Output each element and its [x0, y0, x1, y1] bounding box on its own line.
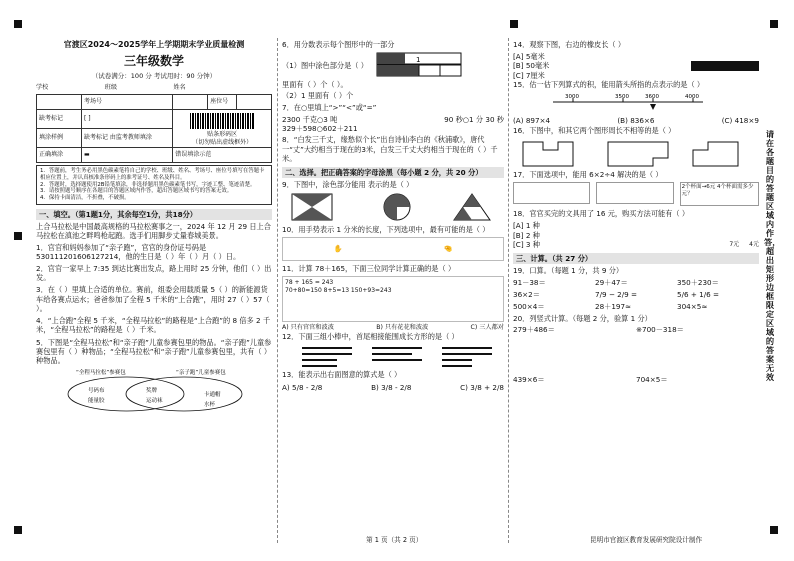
calc-item: 704×5＝	[636, 374, 668, 384]
hand-gesture-images	[282, 237, 504, 261]
corner-mark	[510, 20, 518, 28]
venn-item: 运动袜	[146, 398, 163, 405]
option-b[interactable]: [B] 50毫米	[513, 61, 550, 71]
option-b[interactable]: [B] 2 种	[513, 230, 540, 240]
column-left	[36, 40, 272, 416]
option-c[interactable]: 2个杯面→6元 4个杯面需多少元？	[680, 182, 759, 206]
correct-fill-label: 正确填涂	[37, 148, 82, 163]
svg-text:3500: 3500	[615, 94, 629, 101]
question-14: 14．观察下图，右边的橡皮长（ ）	[513, 40, 626, 49]
question-3: 3．在（ ）里填上合适的单位。赛前，组委会用载质量 5（ ）的新能源货车给各赛点运水；爸爸参加了全程 5 千米的“上合跑”，用时 27（ ）57（ ）。	[36, 285, 270, 313]
corner-mark	[14, 20, 22, 28]
question-8: 8．“白发三千丈，缘愁似个长”出自诗仙李白的《秋浦歌》，唐代一“丈”大约相当于现在的3米，白发三千丈大约相当于现在的（ ）千米。	[282, 135, 498, 163]
school-label: 学校	[36, 83, 49, 91]
page-number: 第 1 页（共 2 页）	[366, 536, 423, 544]
q7-items: 2300 千克○3 吨 90 秒○1 分 30 秒	[282, 114, 504, 124]
question-18: 18．官官买完的文具用了 16 元，购买方法可能有（ ）	[513, 209, 690, 219]
option-a[interactable]: [A] 1 种	[513, 221, 540, 231]
footer-org: 昆明市官渡区教育发展研究院设计制作	[590, 536, 703, 544]
question-19: 19．口算。（每题 1 分，共 9 分）	[513, 266, 624, 276]
q16-shapes	[513, 138, 759, 168]
calc-item: 304×5≈	[677, 301, 708, 311]
q12-sticks	[282, 344, 504, 368]
calc-item: 7/9 − 2/9 =	[595, 289, 638, 299]
question-1: 1．官官和妈妈参加了“亲子跑”，官官的身份证号码是530111201606127214，他的生日是（ ）年（ ）月（ ）日。	[36, 242, 241, 261]
subject-title: 三年级数学	[123, 54, 184, 69]
bar-fraction-figure	[376, 52, 462, 78]
q17-options	[513, 182, 759, 206]
calc-item: 28＋197≈	[595, 301, 632, 311]
absent-checkbox[interactable]: [ ]	[82, 109, 173, 128]
corner-mark	[14, 526, 22, 534]
column-right	[513, 40, 759, 384]
section-calc: 三、计算。（共 27 分）	[513, 253, 759, 264]
correct-fill-sample: ▬	[82, 148, 173, 163]
option-b[interactable]: B) 3/8 - 2/8	[371, 382, 412, 392]
question-9: 9．下图中，涂色部分能用 表示的是（ ）	[282, 180, 414, 190]
section-choice: 二、选择。把正确答案的字母涂黑（每小题 2 分，共 20 分）	[282, 167, 504, 178]
notes-box: 1．答题前，考生务必用黑色碳素笔将自己的学校、班级、姓名、考场号、座位号填写在答题卡相应位置上，并认真核准条形码上的准考证号、姓名及科目。 2．答题时，选择题使用2B铅笔填涂，非选择题用黑色碳素笔书写，字迹工整、笔迹清楚。 3．请按照题号顺序在各题目的答题区域内作答，超出答题区域书写的答案无效。 4．保持卡面清洁，不折叠，不破损。	[36, 165, 272, 205]
svg-text:3000: 3000	[565, 94, 579, 101]
venn-item: 奖牌	[146, 388, 158, 395]
option-a[interactable]: [A] 5毫米	[513, 52, 545, 62]
venn-right-label: “亲子跑”儿童参赛包	[176, 370, 226, 377]
student-info-line	[36, 84, 272, 92]
corner-mark	[14, 232, 22, 240]
option-b[interactable]: B) 只有花花和波波	[376, 324, 429, 332]
venn-left-label: “全程马拉松”参赛包	[76, 370, 126, 377]
barcode-graphic	[190, 113, 254, 129]
ticket-label: 考场号	[82, 94, 173, 109]
venn-diagram	[36, 368, 272, 414]
fill-example-label: 填涂样例	[37, 129, 82, 148]
option-a[interactable]: A) 5/8 - 2/8	[282, 382, 323, 392]
column-middle: 6．用分数表示每个图形中的一部分 （1）图中涂色部分是（ ） 1 里面有（ ）个（ ）。 （2）1 里面有（ ）个 7．在○里填上“>”“<”或“=” 2300 千克○3 吨 90 秒○1 分 30 秒 329＋598○602＋211 8．“白发三千丈，缘愁似个长”出自诗仙李白的《秋浦歌》，唐代一“丈”大约相当于现在的3米，白发三千丈大约相当于现在的（ ）千米。 二、选择。把正确答案的字母涂黑（每小题 2 分，共 20 分） 9．下图中，涂色部分能用 表示的是（ ） 10．用手势表示 1 分米的长度，下列选项中，最有可能的是（ ） ✋ 🤏 11．计算 78＋165，下面三位同学计算正确的是（ ） 78 + 165 = 243 70+80=150 8+5=13 150+93=243 A) 只有官官和波波 B) 只有花花和波波 C) 三人都对 12．下面三组小棒中，首尾相接能围成长方形的是（ ） 13．能表示出右面图意的算式是（ ） A) 5/8 - 2/8 B) 3/8 - 2/8 C) 3/8 + 2/8	[282, 40, 504, 392]
q11-options	[282, 324, 504, 332]
calc-item: 439×6＝	[513, 374, 545, 384]
side-instruction: 请在各题目的答题区域内作答，超出矩形边框限定区域的答案无效	[764, 129, 781, 383]
question-15: 15．估一估下列算式的积，能用箭头所指的点表示的是（ ）	[513, 79, 705, 89]
question-6: 6．用分数表示每个图形中的一部分	[282, 40, 395, 49]
section-fill-blank: 一、填空。（第1题1分，其余每空1分，共18分）	[36, 209, 272, 220]
option-c[interactable]: [C] 7厘米	[513, 70, 545, 80]
option-c[interactable]: (C) 418×9	[721, 116, 759, 126]
svg-text:3600: 3600	[645, 94, 659, 101]
calc-item: 279＋486＝	[513, 325, 555, 335]
question-4: 4．“上合跑”全程 5 千米，“全程马拉松”的路程是“上合跑”的 8 倍多 2 千米，“全程马拉松”的路程是（ ）千米。	[36, 316, 271, 335]
option-b[interactable]	[596, 182, 673, 204]
exam-meta: （试卷满分：100 分 考试用时：90 分钟）	[91, 71, 217, 80]
venn-item: 号码布	[88, 388, 105, 395]
seat-label: 座位号	[208, 94, 237, 109]
corner-mark	[770, 526, 778, 534]
question-11: 11．计算 78＋165，下面三位同学计算正确的是（ ）	[282, 263, 456, 273]
column-divider	[508, 38, 509, 543]
hand-icon: 🤏	[443, 244, 453, 254]
class-label: 班级	[104, 83, 118, 91]
q18-body	[513, 221, 759, 249]
question-5: 5．下图是“全程马拉松”和“亲子跑”儿童参赛包里的物品。“亲子跑”儿童参赛包里有（ ）种物品；“全程马拉松”和“亲子跑”儿童参赛包里，共有（ ）种物品。	[36, 337, 272, 365]
calc-item: 29＋47＝	[595, 277, 628, 287]
option-c[interactable]: C) 三人都对	[470, 324, 504, 332]
question-17: 17．下面选项中，能用 6×2÷4 解决的是（ ）	[513, 169, 663, 179]
question-7: 7．在○里填上“>”“<”或“=”	[282, 102, 377, 112]
q13-options	[282, 383, 504, 392]
question-12: 12．下面三组小棒中，首尾相接能围成长方形的是（ ）	[282, 332, 459, 341]
ruler-graphic	[691, 61, 759, 71]
ticket-field[interactable]	[173, 94, 208, 109]
option-a[interactable]: (A) 897×4	[513, 116, 551, 126]
svg-text:1: 1	[415, 56, 421, 65]
name-label: 姓名	[173, 83, 186, 91]
calc-item: ※700－318＝	[636, 325, 684, 335]
wrong-fill-label: 错误填涂示范	[173, 148, 272, 163]
seat-field[interactable]	[237, 94, 272, 109]
calc-item: 5/6 + 1/6 =	[677, 289, 720, 299]
price-tag: 7元	[729, 241, 740, 249]
q14-body	[513, 52, 759, 80]
question-13: 13．能表示出右面图意的算式是（ ）	[282, 370, 402, 380]
barcode-area: 贴条形码区 （切勿贴出虚线框外）	[173, 109, 272, 147]
mental-math-grid	[513, 278, 759, 312]
svg-text:4000: 4000	[685, 94, 699, 101]
number-line	[513, 92, 759, 112]
calc-item: 500×4＝	[513, 301, 545, 311]
info-table	[36, 94, 272, 163]
question-2: 2．官官一家早上 7:35 到达比赛出发点，路上用时 25 分钟，他们（ ）出发。	[36, 264, 272, 283]
option-a[interactable]	[513, 182, 590, 204]
option-c[interactable]: C) 3/8 + 2/8	[460, 382, 504, 392]
question-10: 10．用手势表示 1 分米的长度，下列选项中，最有可能的是（ ）	[282, 224, 490, 234]
vertical-calc-grid	[513, 325, 759, 383]
option-b[interactable]: (B) 836×6	[617, 116, 655, 126]
column-divider	[277, 38, 278, 543]
calc-item: 36×2＝	[513, 289, 540, 299]
venn-item: 水杯	[204, 402, 216, 409]
q6-row-1: （1）图中涂色部分是（ ） 1	[282, 52, 504, 78]
absent-label: 缺考标记	[37, 109, 82, 128]
venn-item: 卡通帽	[204, 392, 221, 399]
exam-title: 官渡区2024～2025学年上学期期末学业质量检测	[63, 40, 245, 49]
hand-icon: ✋	[333, 244, 343, 254]
q15-options	[513, 116, 759, 125]
venn-item: 能量胶	[88, 398, 105, 405]
option-a[interactable]: A) 只有官官和波波	[282, 324, 334, 332]
question-16: 16．下图中，和其它两个图形周长不相等的是（ ）	[513, 125, 676, 135]
calc-item: 350＋230＝	[677, 277, 719, 287]
absent-note: 缺考标记 由监考教师填涂	[82, 129, 173, 148]
calc-item: 91－38＝	[513, 277, 546, 287]
q11-student-work: 78 + 165 = 243 70+80=150 8+5=13 150+93=243	[282, 276, 504, 322]
price-tag: 4元	[749, 241, 759, 249]
question-20: 20．列竖式计算。（每题 2 分，验算 1 分）	[513, 314, 652, 324]
intro-text: 上合马拉松是中国最高规格的马拉松赛事之一，2024 年 12 月 29 日上合马拉松在滇池之畔鸣枪起跑。选手们用脚步丈量春城美景。	[36, 222, 271, 241]
q9-shapes	[282, 192, 504, 222]
option-c[interactable]: [C] 3 种	[513, 239, 540, 249]
corner-mark	[770, 20, 778, 28]
